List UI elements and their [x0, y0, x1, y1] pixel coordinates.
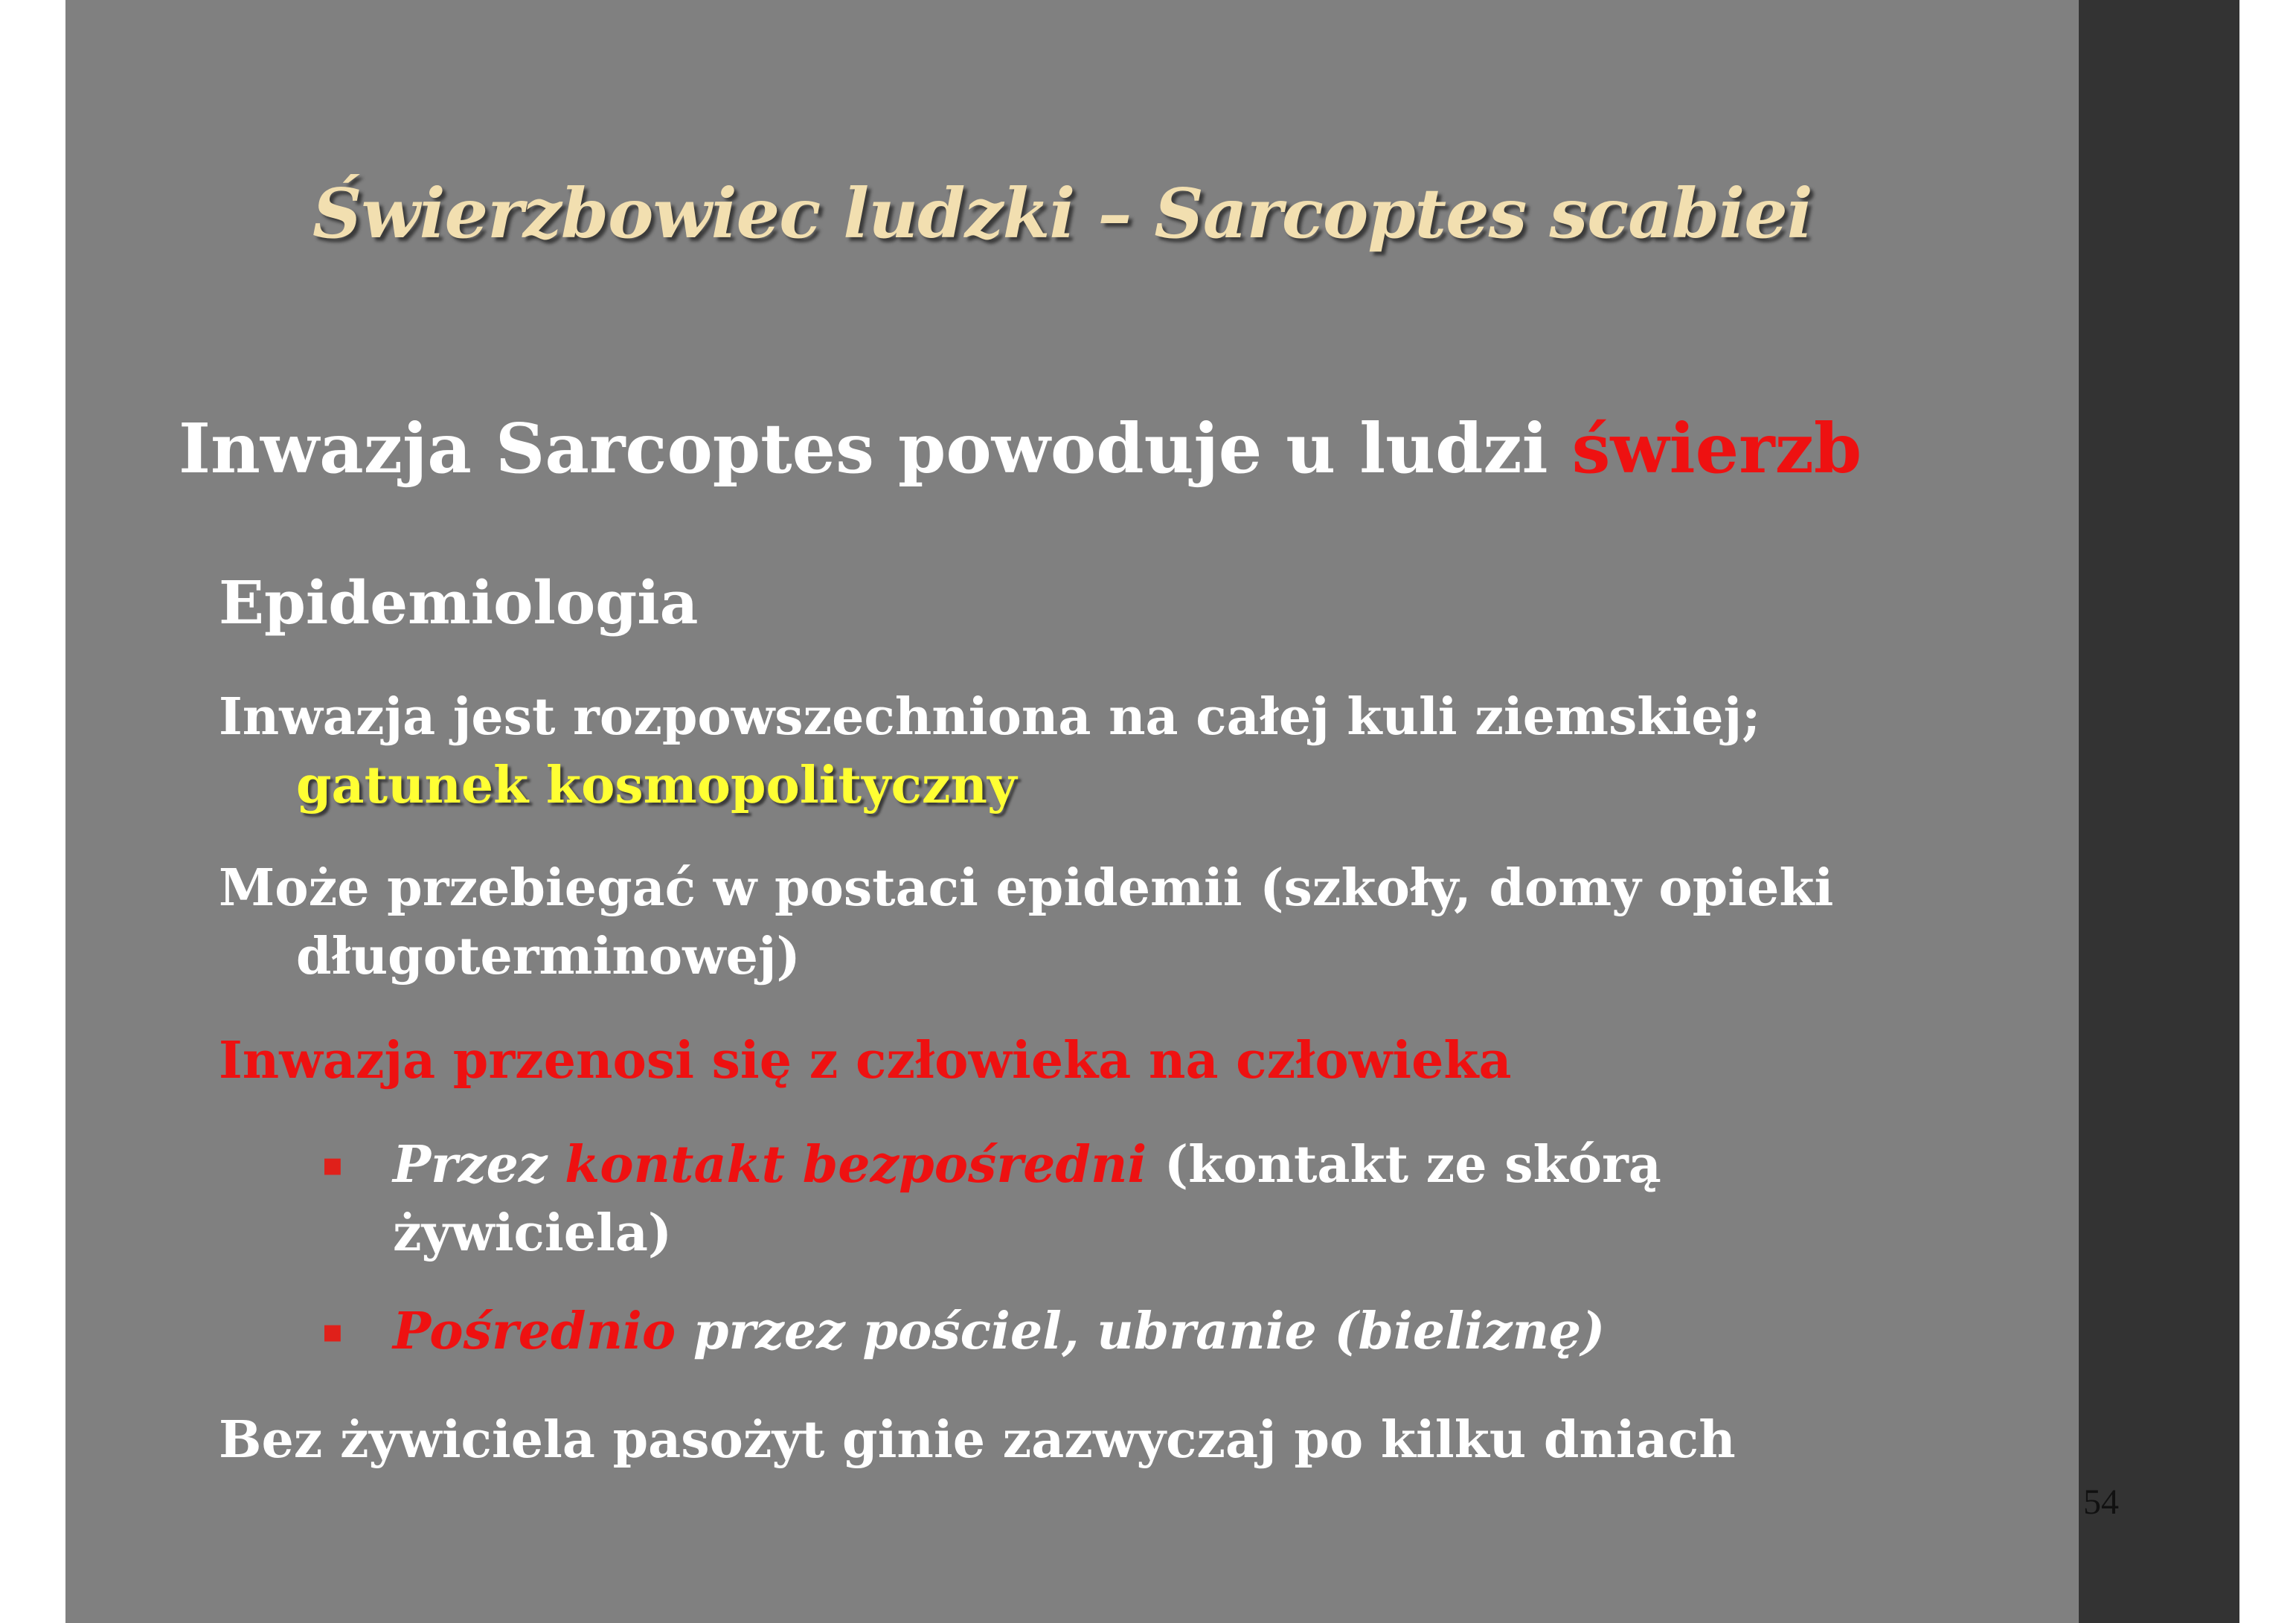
side-bar — [2079, 0, 2239, 1623]
bullet-indirect-highlight: Pośrednio — [393, 1302, 676, 1361]
bullet-direct-detail-line2: żywiciela) — [393, 1203, 673, 1263]
paragraph-distribution — [219, 683, 1760, 820]
bullet-direct-detail: (kontakt ze skórą — [1147, 1135, 1661, 1195]
paragraph-transmission: Inwazja przenosi się z człowieka na człowieka — [219, 1031, 1512, 1090]
paragraph-epidemic-line2: długoterminowej) — [296, 927, 801, 986]
bullet-direct-prefix: Przez — [393, 1135, 565, 1195]
page-number: 54 — [2083, 1482, 2119, 1522]
bullet-item-direct-contact — [321, 1131, 1661, 1267]
bullet-item-indirect-contact — [321, 1297, 1605, 1366]
bullet-marker-icon: ▪ — [321, 1145, 344, 1183]
paragraph-distribution-highlight: gatunek kosmopolityczny — [296, 756, 1017, 815]
paragraph-survival: Bez żywiciela pasożyt ginie zazwyczaj po kilku dniach — [219, 1410, 1736, 1470]
paragraph-epidemic — [219, 854, 1833, 991]
slide-title: Świerzbowiec ludzki – Sarcoptes scabiei — [312, 173, 1812, 254]
slide-subtitle — [179, 408, 1862, 489]
paragraph-epidemic-line1: Może przebiegać w postaci epidemii (szkoły, domy opieki — [219, 858, 1834, 918]
subtitle-highlight: świerzb — [1571, 408, 1862, 489]
bullet-direct-highlight: kontakt bezpośredni — [565, 1135, 1147, 1195]
bullet-content — [321, 1297, 1605, 1366]
bullet-content — [321, 1131, 1661, 1267]
subtitle-text: Inwazja Sarcoptes powoduje u ludzi — [179, 408, 1572, 489]
bullet-marker-icon: ▪ — [321, 1312, 344, 1350]
bullet-indirect-detail: przez pościel, ubranie (bieliznę) — [676, 1302, 1606, 1361]
section-heading: Epidemiologia — [219, 568, 699, 637]
paragraph-distribution-line: Inwazja jest rozpowszechniona na całej kuli ziemskiej; — [219, 687, 1761, 747]
